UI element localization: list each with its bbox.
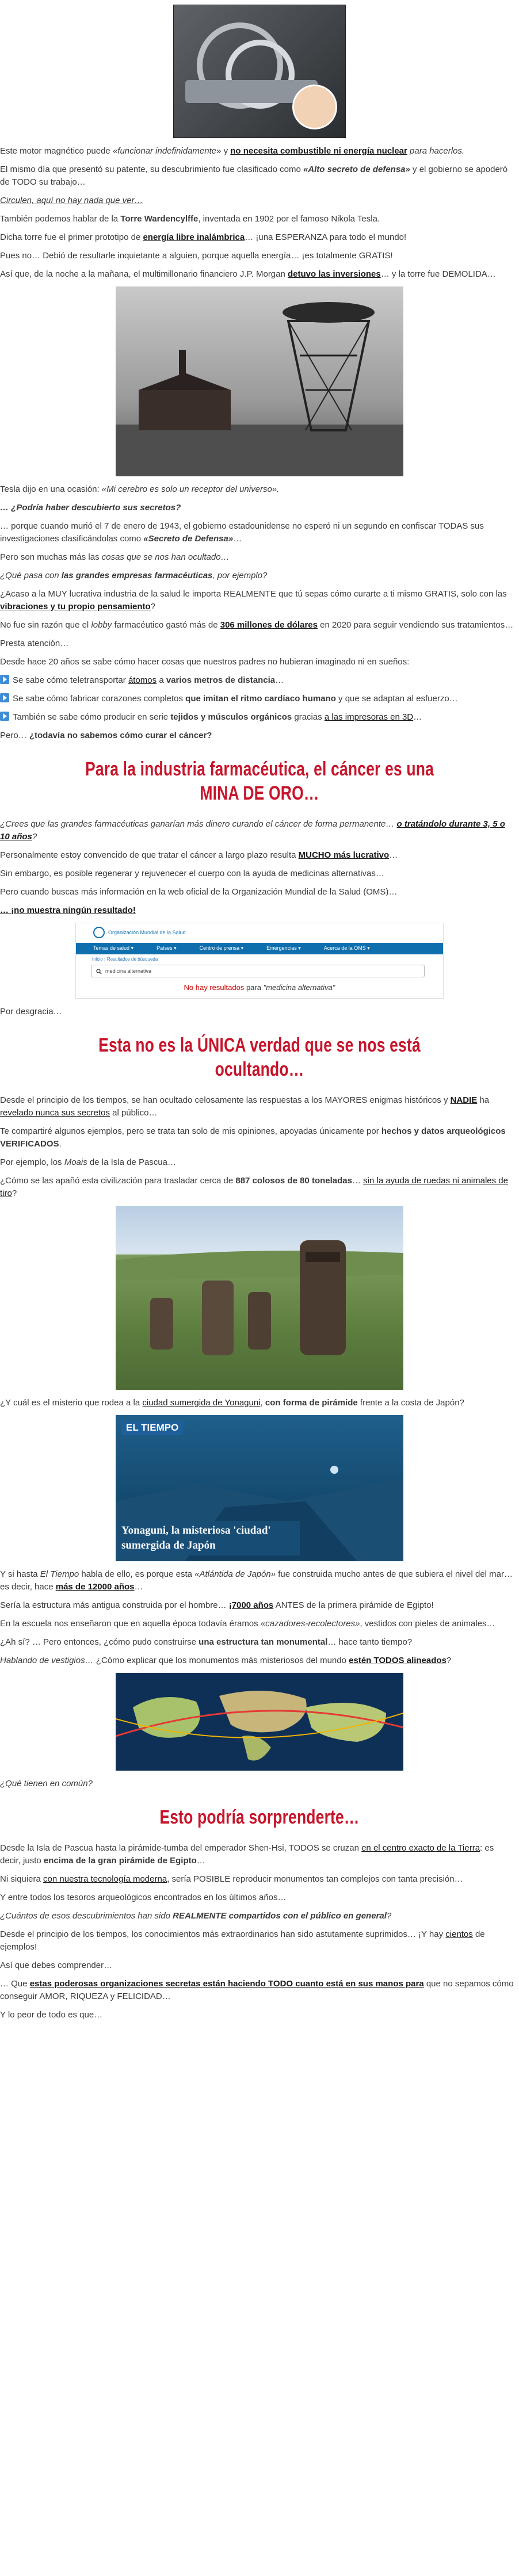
s2-p10: Hablando de vestigios… ¿Cómo explicar que los monumentos más misteriosos del mundo estén TODOS alineados?	[0, 1656, 452, 1665]
section-heading-surprise: Esto podría sorprenderte…	[159, 1806, 360, 1828]
section-heading-not-only-truth: Esta no es la ÚNICA verdad que se nos está ocultando…	[98, 1034, 421, 1080]
intro-p1: Este motor magnético puede «funcionar indefinidamente» y no necesita combustible ni energía nuclear para hacerlos.	[0, 146, 465, 156]
who-tab: Temas de salud ▾	[93, 945, 134, 951]
tesla-p9: Desde hace 20 años se sabe cómo hacer cosas que nuestros padres no hubieran imaginado ni en sueños:	[0, 657, 410, 667]
inventor-portrait	[292, 85, 337, 129]
bullet-tissues: También se sabe cómo producir en serie tejidos y músculos orgánicos gracias a las impresoras en 3D…	[0, 711, 519, 724]
who-tab: Acerca de la OMS ▾	[323, 945, 370, 951]
search-icon	[96, 969, 102, 974]
play-bullet-icon	[0, 712, 9, 721]
play-bullet-icon	[0, 675, 9, 684]
s3-p2: Ni siquiera con nuestra tecnología moderna, sería POSIBLE reproducir monumentos tan complejos con tanta precisión…	[0, 1874, 463, 1884]
tower-image-wrap	[0, 286, 519, 476]
s2-p6: Y si hasta El Tiempo habla de ello, es porque esta «Atlántida de Japón» fue construida mucho antes de que subiera el nivel del mar… es decir, hace más de 12000 años…	[0, 1569, 513, 1592]
lobby-spending-link[interactable]: 306 millones de dólares	[220, 620, 318, 630]
free-energy-link[interactable]: energía libre inalámbrica	[143, 232, 245, 242]
el-tiempo-label: EL TIEMPO	[121, 1421, 183, 1435]
vibrations-link[interactable]: vibraciones y tu propio pensamiento	[0, 602, 151, 611]
tesla-p8: Presta atención…	[0, 639, 69, 648]
bullet-teleport: Se sabe cómo teletransportar átomos a varios metros de distancia…	[0, 674, 519, 687]
nobody-link[interactable]: NADIE	[450, 1095, 478, 1105]
play-bullet-icon	[0, 693, 9, 702]
treat-years-link[interactable]: o tratándolo durante 3, 5 o 10 años	[0, 819, 505, 842]
secret-orgs-link[interactable]: estas poderosas organizaciones secretas están haciendo TODO cuanto está en sus manos para	[29, 1979, 424, 1989]
magnetic-motor-image	[173, 5, 346, 138]
revealed-secrets-link[interactable]: revelado nunca sus secretos	[0, 1108, 110, 1118]
s3-p7: … Que estas poderosas organizaciones secretas están haciendo TODO cuanto está en sus manos para que no sepamos cómo conseguir AMOR, RIQUEZA y FELICIDAD…	[0, 1979, 514, 2001]
intro-p6: Pues no… Debió de resultarle inquietante a alguien, porque aquella energía… ¡es totalmente GRATIS!	[0, 251, 393, 261]
atoms-link[interactable]: átomos	[128, 675, 157, 685]
s3-p3: Y entre todos los tesoros arqueológicos encontrados en los últimos años…	[0, 1893, 287, 1902]
s1-p1: ¿Crees que las grandes farmacéuticas ganarían más dinero curando el cáncer de forma permanente… o tratándolo durante 3, 5 o 10 años?	[0, 819, 505, 842]
s1-p3: Sin embargo, es posible regenerar y rejuvenecer el cuerpo con la ayuda de medicinas alternativas…	[0, 869, 384, 878]
map-image-wrap	[0, 1673, 519, 1771]
hundreds-link[interactable]: cientos	[445, 1929, 473, 1939]
tesla-p4: Pero son muchas más las cosas que se nos han ocultado…	[0, 552, 230, 562]
who-tab: Países ▾	[157, 945, 177, 951]
who-search-screenshot	[75, 923, 444, 999]
stopped-investments-link[interactable]: detuvo las inversiones	[288, 269, 381, 279]
modern-tech-link[interactable]: con nuestra tecnología moderna	[43, 1874, 167, 1884]
motor-image-wrap	[0, 5, 519, 138]
who-no-results: No hay resultados para "medicina alternativa"	[184, 983, 335, 992]
intro-p4: También podemos hablar de la Torre Wardencylffe, inventada en 1902 por el famoso Nikola Tesla.	[0, 214, 380, 224]
s3-p1: Desde la Isla de Pascua hasta la pirámide-tumba del emperador Shen-Hsi, TODOS se cruzan en el centro exacto de la Tierra: es decir, justo encima de la gran pirámide de Egipto…	[0, 1843, 494, 1866]
s3-p5: Desde el principio de los tiempos, los conocimientos más extraordinarios han sido astutamente suprimidos… ¡Y hay cientos de ejemplos!	[0, 1929, 485, 1952]
moai-image-wrap	[0, 1206, 519, 1390]
more-lucrative-link[interactable]: MUCHO más lucrativo	[298, 850, 390, 860]
s2-p4: ¿Cómo se las apañó esta civilización para trasladar cerca de 887 colosos de 80 toneladas… sin la ayuda de ruedas ni animales de tiro?	[0, 1176, 508, 1198]
s2-p7: Sería la estructura más antigua construida por el hombre… ¡7000 años ANTES de la primera pirámide de Egipto!	[0, 1600, 434, 1610]
all-aligned-link[interactable]: estén TODOS alineados	[349, 1656, 447, 1665]
who-tab: Centro de prensa ▾	[199, 945, 244, 951]
s2-p11: ¿Qué tienen en común?	[0, 1779, 93, 1788]
tesla-p7: No fue sin razón que el lobby farmacéutico gastó más de 306 millones de dólares en 2020 para seguir vendiendo sus tratamientos…	[0, 620, 514, 630]
yonaguni-caption: Yonaguni, la misteriosa 'ciudad' sumergida de Japón	[116, 1521, 300, 1555]
s2-p8: En la escuela nos enseñaron que en aquella época todavía éramos «cazadores-recolectores», vestidos con pieles de animales…	[0, 1619, 495, 1629]
intro-p7: Así que, de la noche a la mañana, el multimillonario financiero J.P. Morgan detuvo las inversiones… y la torre fue DEMOLIDA…	[0, 269, 496, 279]
tesla-p6: ¿Acaso a la MUY lucrativa industria de la salud le importa REALMENTE que tú sepas cómo curarte a ti mismo GRATIS, solo con las vibraciones y tu propio pensamiento?	[0, 589, 507, 611]
yonaguni-link[interactable]: ciudad sumergida de Yonaguni	[142, 1398, 261, 1408]
s3-p6: Así que debes comprender…	[0, 1960, 113, 1970]
who-screenshot-wrap	[0, 923, 519, 999]
s3-p8: Y lo peor de todo es que…	[0, 2010, 103, 2020]
intro-p2: El mismo día que presentó su patente, su descubrimiento fue clasificado como «Alto secreto de defensa» y el gobierno se apoderó de TODO su trabajo…	[0, 165, 508, 187]
3d-printers-link[interactable]: a las impresoras en 3D	[324, 712, 414, 722]
tesla-p2: … ¿Podría haber descubierto sus secretos?	[0, 503, 181, 513]
globe-icon	[93, 927, 105, 938]
s2-p9: ¿Ah sí? … Pero entonces, ¿cómo pudo construirse una estructura tan monumental… hace tanto tiempo?	[0, 1637, 413, 1647]
12000-years-link[interactable]: más de 12000 años	[55, 1582, 135, 1592]
no-wheels-link[interactable]: sin la ayuda de ruedas ni animales de tiro	[0, 1176, 508, 1198]
intro-p5: Dicha torre fue el primer prototipo de energía libre inalámbrica… ¡una ESPERANZA para todo el mundo!	[0, 232, 407, 242]
s1-p5-no-results-link[interactable]: … ¡no muestra ningún resultado!	[0, 905, 136, 915]
yonaguni-image	[116, 1415, 403, 1561]
7000-years-link[interactable]: ¡7000 años	[228, 1600, 274, 1610]
s2-p5: ¿Y cuál es el misterio que rodea a la ciudad sumergida de Yonaguni, con forma de pirámide frente a la costa de Japón?	[0, 1398, 464, 1408]
s2-p3: Por ejemplo, los Moais de la Isla de Pascua…	[0, 1157, 176, 1167]
world-alignment-map	[116, 1673, 403, 1771]
article	[0, 5, 519, 2050]
bullet-hearts: Se sabe cómo fabricar corazones completos que imitan el ritmo cardíaco humano y que se adaptan al esfuerzo…	[0, 693, 519, 705]
yonaguni-image-wrap	[0, 1415, 519, 1561]
s3-p4: ¿Cuántos de esos descubrimientos han sido REALMENTE compartidos con el público en general?	[0, 1911, 392, 1921]
s1-p2: Personalmente estoy convencido de que tratar el cáncer a largo plazo resulta MUCHO más lucrativo…	[0, 850, 398, 860]
who-search-input: medicina alternativa	[91, 965, 425, 977]
s2-p2: Te compartiré algunos ejemplos, pero se trata tan solo de mis opiniones, apoyadas únicamente por hechos y datos arqueológicos VERIFICADOS.	[0, 1126, 506, 1149]
who-logo: Organización Mundial de la Salud	[93, 927, 186, 938]
s1-p6: Por desgracia…	[0, 1007, 62, 1016]
who-nav-tabs	[93, 944, 370, 952]
section-heading-gold-mine: Para la industria farmacéutica, el cáncer es una MINA DE ORO…	[85, 758, 434, 804]
s1-p4: Pero cuando buscas más información en la web oficial de la Organización Mundial de la Salud (OMS)…	[0, 887, 398, 897]
intro-p3: Circulen, aquí no hay nada que ver…	[0, 196, 143, 205]
tesla-p3: … porque cuando murió el 7 de enero de 1943, el gobierno estadounidense no esperó ni un segundo en confiscar TODAS sus investigaciones clasificándolas como «Secreto de Defensa»…	[0, 521, 484, 544]
s2-p1: Desde el principio de los tiempos, se han ocultado celosamente las respuestas a los MAYORES enigmas históricos y NADIE ha revelado nunca sus secretos al público…	[0, 1095, 490, 1118]
who-tab: Emergencias ▾	[266, 945, 301, 951]
tesla-p5: ¿Qué pasa con las grandes empresas farmacéuticas, por ejemplo?	[0, 571, 268, 580]
no-fuel-link[interactable]: no necesita combustible ni energía nuclear	[230, 146, 407, 156]
earth-center-link[interactable]: en el centro exacto de la Tierra	[361, 1843, 480, 1853]
moai-image	[116, 1206, 403, 1390]
tesla-p10: Pero… ¿todavía no sabemos cómo curar el cáncer?	[0, 731, 212, 740]
tesla-p1: Tesla dijo en una ocasión: «Mi cerebro es solo un receptor del universo».	[0, 484, 280, 494]
wardenclyffe-tower-image	[116, 286, 403, 476]
who-breadcrumb: Inicio › Resultados de búsqueda	[92, 957, 158, 962]
